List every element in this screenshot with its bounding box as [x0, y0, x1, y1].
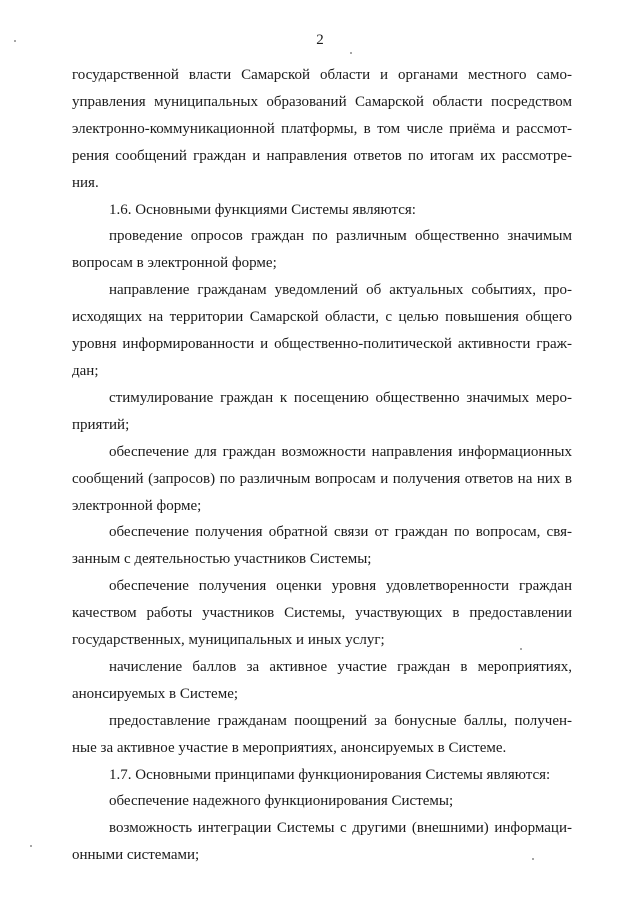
text-line: исходящих на территории Самарской области, с целью повышения общего: [72, 309, 572, 326]
text-line: предоставление гражданам поощрений за бонусные баллы, получен-: [109, 712, 572, 729]
text-line: уровня информированности и общественно-политической активности граж-: [72, 336, 572, 353]
scan-speck: [520, 648, 522, 650]
text-line: дан;: [72, 362, 99, 379]
text-line: обеспечение для граждан возможности направления информационных: [109, 443, 572, 460]
text-line: электронно-коммуникационной платформы, в том числе приёма и рассмот-: [72, 120, 572, 137]
section-heading-1-6: 1.6. Основными функциями Системы являются:: [109, 201, 416, 218]
text-line: направление гражданам уведомлений об актуальных событиях, про-: [109, 282, 572, 299]
text-line: обеспечение получения оценки уровня удовлетворенности граждан: [109, 578, 572, 595]
text-line: рения сообщений граждан и направления ответов по итогам их рассмотре-: [72, 147, 572, 164]
text-line: стимулирование граждан к посещению общественно значимых меро-: [109, 389, 572, 406]
scan-speck: [350, 52, 352, 54]
text-line: занным с деятельностью участников Системы;: [72, 551, 372, 568]
text-line: приятий;: [72, 416, 130, 433]
scan-speck: [14, 40, 16, 42]
page-number: 2: [316, 32, 324, 48]
text-line: начисление баллов за активное участие граждан в мероприятиях,: [109, 658, 572, 675]
text-line: сообщений (запросов) по различным вопросам и получения ответов на них в: [72, 470, 572, 487]
text-line: проведение опросов граждан по различным общественно значимым: [109, 228, 572, 245]
text-line: онными системами;: [72, 847, 200, 864]
text-line: вопросам в электронной форме;: [72, 255, 277, 272]
text-line: управления муниципальных образований Самарской области посредством: [72, 93, 572, 110]
section-heading-1-7: 1.7. Основными принципами функционирования Системы являются:: [109, 766, 551, 783]
text-line: анонсируемых в Системе;: [72, 685, 239, 702]
scan-speck: [532, 858, 534, 860]
text-line: качеством работы участников Системы, участвующих в предоставлении: [72, 605, 572, 622]
text-line: государственной власти Самарской области и органами местного само-: [72, 67, 572, 83]
document-body: [72, 62, 572, 869]
text-line: государственных, муниципальных и иных услуг;: [72, 632, 385, 649]
text-line: обеспечение получения обратной связи от граждан по вопросам, свя-: [109, 524, 572, 541]
text-line: возможность интеграции Системы с другими (внешними) информаци-: [109, 820, 572, 837]
text-line: электронной форме;: [72, 497, 202, 514]
text-line: обеспечение надежного функционирования Системы;: [109, 793, 454, 810]
text-line: ные за активное участие в мероприятиях, анонсируемых в Системе.: [72, 739, 507, 756]
text-line: ния.: [72, 174, 99, 191]
scan-speck: [30, 845, 32, 847]
